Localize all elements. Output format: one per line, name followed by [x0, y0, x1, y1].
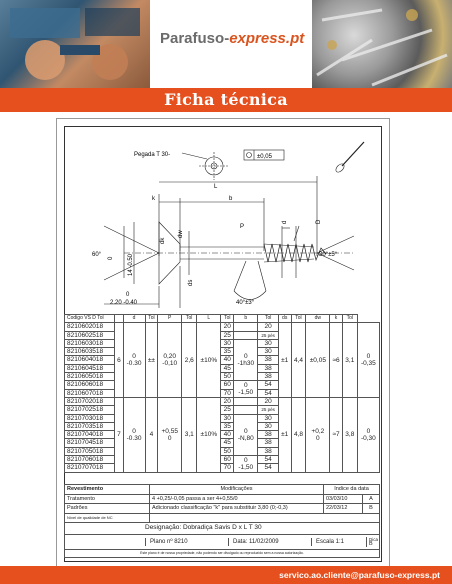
cell-d: 4 [145, 397, 158, 472]
cell-b: 20 [258, 397, 278, 405]
cell-L: 30 [221, 414, 234, 422]
cell-L: 30 [221, 339, 234, 347]
cell-d: ±± [145, 323, 158, 398]
cell-L: 20 [221, 323, 234, 331]
row2-text: Adicionado classificação "k" para substituir 3,80 (0;-0,3) [150, 504, 324, 514]
cell-L-tol: 0 -N,80 [234, 414, 258, 455]
header-tol: Tol [145, 315, 158, 323]
product-code: 8210607018 [65, 389, 115, 397]
row1-date: 03/03/10 [324, 494, 363, 504]
product-code: 8210703518 [65, 422, 115, 430]
cell-L: 25 [221, 406, 234, 414]
row2-index: B [363, 504, 380, 514]
header-tol: Tol [182, 315, 197, 323]
product-code: 8210603018 [65, 339, 115, 347]
disclaimer-row [65, 550, 380, 558]
cell-L-tol: 0 -1,50 [234, 381, 258, 398]
cell-L: 40 [221, 356, 234, 364]
product-code: 8210705018 [65, 447, 115, 455]
cell-b: 54 [258, 381, 278, 389]
cell-L: 25 [221, 331, 234, 339]
angle-left-label: 60° [92, 252, 102, 258]
pegada-label: Pegada T 30- [134, 152, 171, 158]
product-code: 8210707018 [65, 464, 115, 472]
cell-P: 3,1 [182, 397, 197, 472]
product-code: 8210702518 [65, 406, 115, 414]
footer-email-link[interactable]: servico.ao.cliente@parafuso-express.pt [279, 570, 440, 580]
cell-dw: ≈6 [330, 323, 343, 398]
specs-table-body [65, 323, 380, 472]
cell-dw: ≈7 [330, 397, 343, 472]
title-block [64, 484, 380, 558]
row2-label: Padrões [65, 504, 150, 514]
cell-L-tol: 0 -1h30 [234, 339, 258, 380]
cell-L: 45 [221, 364, 234, 372]
mod-label: Modificações [150, 485, 324, 495]
cell-b: 38 [258, 373, 278, 381]
dim-220-label: 2.20 -0.40 [110, 300, 138, 306]
product-code: 8210704518 [65, 439, 115, 447]
table-row [65, 323, 380, 331]
table-row [65, 397, 380, 405]
product-code: 8210604018 [65, 356, 115, 364]
cell-ds-tol: ±0,05 [306, 323, 330, 398]
cell-ds: 4,8 [291, 397, 306, 472]
dica-label: Dica [369, 537, 379, 542]
tolerance-box-label: ±0,05 [257, 154, 272, 160]
cell-b-tol: ±1 [278, 397, 291, 472]
dim-dw-label: dw [178, 230, 184, 238]
cell-b: 38 [258, 431, 278, 439]
cell-b: 54 [258, 389, 278, 397]
title-block-row [65, 494, 380, 504]
cell-L: 35 [221, 422, 234, 430]
header-L: L [197, 315, 221, 323]
screws-illustration [312, 0, 452, 88]
cell-L: 70 [221, 389, 234, 397]
cell-L: 20 [221, 397, 234, 405]
cell-ds: 4,4 [291, 323, 306, 398]
dica-value: B [369, 541, 373, 547]
dim-14-label: 14 -0.50 [128, 253, 134, 276]
dim-D-label: D [316, 219, 322, 224]
product-code: 8210606018 [65, 381, 115, 389]
dim-d-label: d [282, 220, 288, 224]
cell-D-tol: 0 -0.30 [123, 397, 145, 472]
cell-b: 38 [258, 364, 278, 372]
table-header-row [65, 315, 380, 323]
product-code: 8210604518 [65, 364, 115, 372]
row1-index: A [363, 494, 380, 504]
cell-b: 20 [258, 323, 278, 331]
cell-P-tol: ±10% [197, 323, 221, 398]
product-code: 8210704018 [65, 431, 115, 439]
row3-label: Nível de qualidade de NC [65, 513, 150, 523]
cell-L-tol: 0 -1,50 [234, 456, 258, 473]
product-code: 8210603518 [65, 348, 115, 356]
angle-right-label: 30°±5° [319, 252, 338, 258]
header-tol: Tol [291, 315, 306, 323]
cell-k-tol: 0 -0,35 [357, 323, 379, 398]
cell-D-tol: 0 -0.30 [123, 323, 145, 398]
cell-b: 25 pés [258, 406, 278, 414]
specs-table [64, 314, 380, 473]
cell-b: 25 pés [258, 331, 278, 339]
cell-b: 30 [258, 339, 278, 347]
cell-d-tol: +0,55 0 [158, 397, 182, 472]
logo-text-accent: express.pt [229, 30, 305, 47]
cell-L: 40 [221, 431, 234, 439]
dim-220-top-label: 0 [126, 292, 130, 298]
header-dw: dw [306, 315, 330, 323]
cell-k: 3,1 [342, 323, 357, 398]
header-D [115, 315, 123, 323]
plan-date: Data: 11/02/2009 [228, 538, 311, 547]
cell-b: 54 [258, 464, 278, 472]
product-code: 8210602018 [65, 323, 115, 331]
header-tol: Tol [342, 315, 357, 323]
page-title: Ficha técnica [164, 90, 288, 109]
cell-b-tol: ±1 [278, 323, 291, 398]
product-code: 8210602518 [65, 331, 115, 339]
rev-label: Revestimento [65, 485, 150, 495]
dim-P-label: P [240, 224, 245, 230]
cell-L: 60 [221, 456, 234, 464]
header-b: b [234, 315, 258, 323]
cell-b: 30 [258, 422, 278, 430]
header-photo-screws [312, 0, 452, 88]
cell-L: 50 [221, 373, 234, 381]
technical-drawing [64, 126, 380, 314]
cell-b: 38 [258, 439, 278, 447]
product-code: 8210702018 [65, 397, 115, 405]
dim-0-label: 0 [108, 256, 114, 260]
header-P: P [158, 315, 182, 323]
row1-text: 4 +0,25/-0,05 passa a ser 4+0,55/0 [150, 494, 324, 504]
cell-b: 38 [258, 447, 278, 455]
header-tol: Tol [221, 315, 234, 323]
product-code: 8210703018 [65, 414, 115, 422]
cell-b: 54 [258, 456, 278, 464]
designation: Designação: Dobradiça Savis D x L T 30 [65, 523, 380, 535]
cell-b: 30 [258, 348, 278, 356]
header-d: d [123, 315, 145, 323]
cell-P: 2,6 [182, 323, 197, 398]
header-tol: Tol [258, 315, 278, 323]
cell-L: 35 [221, 348, 234, 356]
header-code: Codigo VS D Tol [65, 315, 115, 323]
logo-text-main: Parafuso- [160, 30, 230, 47]
title-block-row [65, 513, 380, 523]
cell-L: 45 [221, 439, 234, 447]
scale: Escala 1:1 [311, 538, 366, 547]
cell-k-tol: 0 -0,30 [357, 397, 379, 472]
header-k: k [330, 315, 343, 323]
cell-b: 30 [258, 414, 278, 422]
brand-logo[interactable] [160, 30, 304, 47]
row1-label: Tratamento [65, 494, 150, 504]
plan-number: Plano nº 8210 [145, 538, 228, 547]
title-block-row [65, 504, 380, 514]
table-cell-empty [234, 331, 258, 339]
angle-bottom-label: 40°±3° [236, 300, 255, 306]
table-cell-empty [234, 397, 258, 405]
cell-L: 60 [221, 381, 234, 389]
cell-ds-tol: +0,2 0 [306, 397, 330, 472]
dim-k-label: k [152, 196, 155, 202]
product-code: 8210706018 [65, 456, 115, 464]
cell-b: 38 [258, 356, 278, 364]
dim-dk-label: dk [160, 237, 166, 244]
header-ds: ds [278, 315, 291, 323]
title-block-header [65, 485, 380, 495]
header [0, 0, 452, 88]
cell-D: 7 [115, 397, 123, 472]
cell-d-tol: 0,20 -0,10 [158, 323, 182, 398]
cell-L: 70 [221, 464, 234, 472]
product-code: 8210605018 [65, 373, 115, 381]
dim-L-label: L [214, 184, 218, 190]
dim-ds-label: ds [188, 279, 194, 286]
cell-D: 6 [115, 323, 123, 398]
designation-row [65, 523, 380, 535]
plan-row [65, 535, 380, 550]
table-cell-empty [234, 406, 258, 414]
toolbox-illustration [0, 0, 150, 88]
date-label: Indice da data [324, 485, 380, 495]
cell-P-tol: ±10% [197, 397, 221, 472]
table-cell-empty [234, 323, 258, 331]
header-photo-toolbox [0, 0, 150, 88]
row2-date: 22/03/12 [324, 504, 363, 514]
disclaimer: Este plano é de nossa propriedade, não podendo ser divulgado ou reproduzido sem a nossa autorização. [65, 550, 380, 558]
cell-L: 50 [221, 447, 234, 455]
dim-b-label: b [229, 196, 233, 202]
cell-k: 3,8 [342, 397, 357, 472]
